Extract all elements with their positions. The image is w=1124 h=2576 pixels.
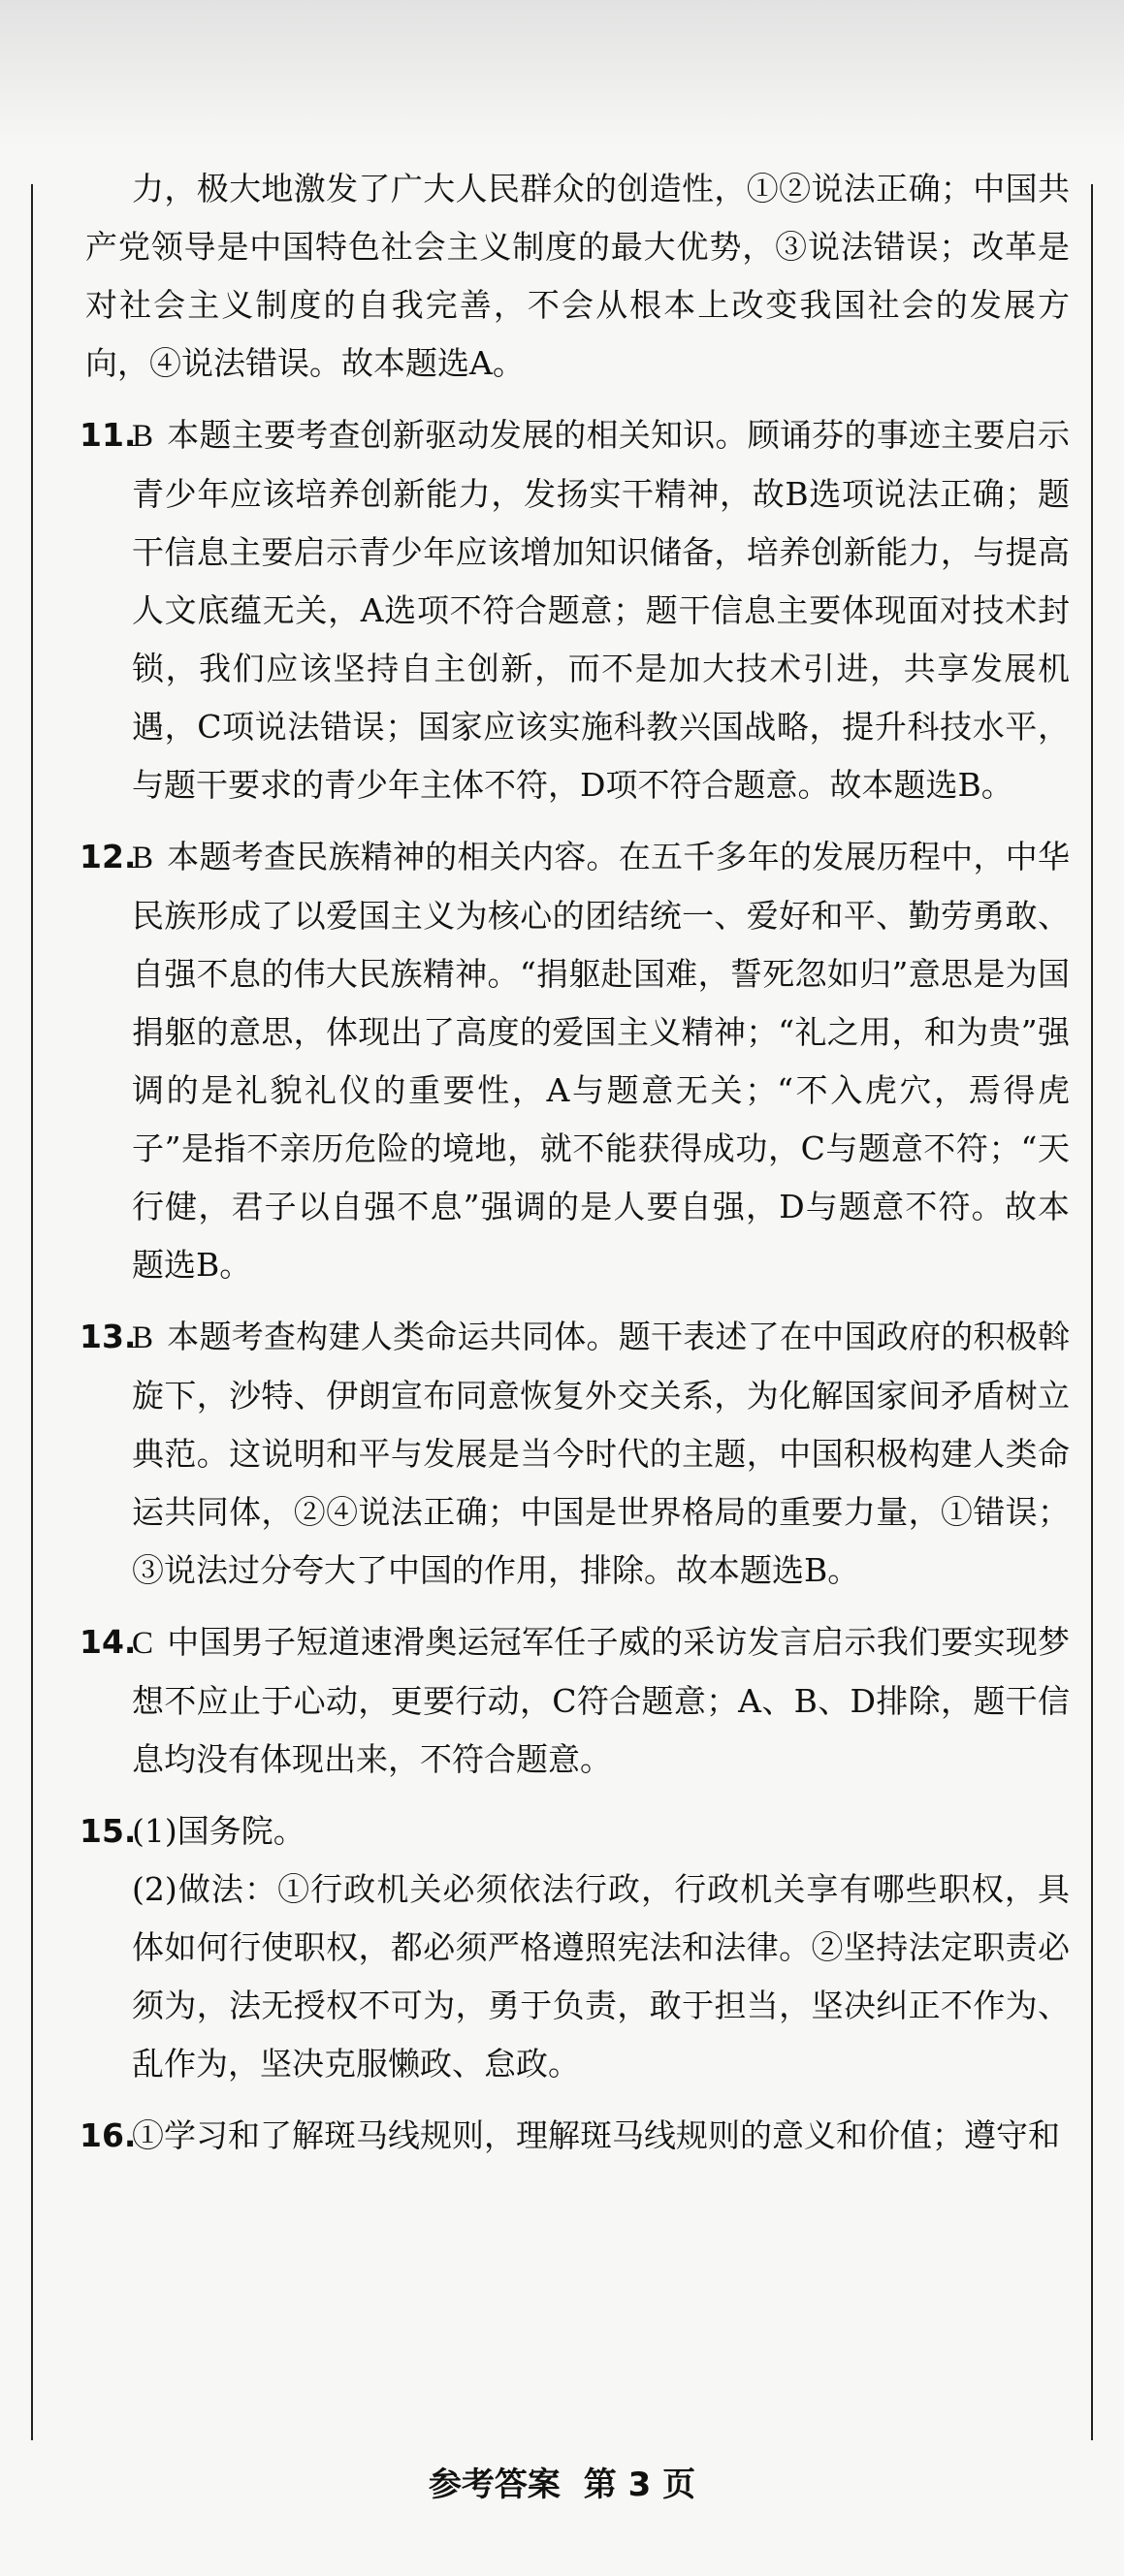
continued-answer-text: 力，极大地激发了广大人民群众的创造性，①②说法正确；中国共产党领导是中国特色社会主义制度的最大优势，③说法错误；改革是对社会主义制度的自我完善，不会从根本上改变我国社会的发展方向，④说法错误。故本题选A。	[85, 170, 1070, 382]
answer-content	[80, 160, 1070, 2178]
answer-item-15	[80, 1802, 1070, 2093]
answer-item-12	[80, 828, 1070, 1294]
question-number: 15.	[80, 1812, 137, 1850]
answer-part-1: (1)国务院。	[132, 1812, 305, 1850]
answer-item-14	[80, 1613, 1070, 1789]
left-margin-rule	[31, 184, 33, 2440]
question-number: 11.	[80, 416, 137, 454]
answer-explanation: 中国男子短道速滑奥运冠军任子威的采访发言启示我们要实现梦想不应止于心动，更要行动，C符合题意；A、B、D排除，题干信息均没有体现出来，不符合题意。	[132, 1623, 1070, 1778]
question-number: 12.	[80, 838, 137, 875]
page-footer	[0, 2458, 1124, 2505]
answer-letter: B	[132, 419, 154, 454]
answer-explanation: 本题考查民族精神的相关内容。在五千多年的发展历程中，中华民族形成了以爱国主义为核心的团结统一、爱好和平、勤劳勇敢、自强不息的伟大民族精神。“捐躯赴国难，誓死忽如归”意思是为国捐躯的意思，体现出了高度的爱国主义精神；“礼之用，和为贵”强调的是礼貌礼仪的重要性，A与题意无关；“不入虎穴，焉得虎子”是指不亲历危险的境地，就不能获得成功，C与题意不符；“天行健，君子以自强不息”强调的是人要自强，D与题意不符。故本题选B。	[132, 838, 1070, 1284]
question-number: 16.	[80, 2116, 137, 2154]
answer-letter: B	[132, 841, 154, 875]
answer-explanation: 本题考查构建人类命运共同体。题干表述了在中国政府的积极斡旋下，沙特、伊朗宣布同意恢复外交关系，为化解国家间矛盾树立典范。这说明和平与发展是当今时代的主题，中国积极构建人类命运共同体，②④说法正确；中国是世界格局的重要力量，①错误；③说法过分夸大了中国的作用，排除。故本题选B。	[132, 1318, 1070, 1589]
right-margin-rule	[1091, 184, 1093, 2440]
answer-letter: C	[132, 1626, 154, 1661]
question-number: 13.	[80, 1318, 137, 1355]
answer-explanation: 本题主要考查创新驱动发展的相关知识。顾诵芬的事迹主要启示青少年应该培养创新能力，发扬实干精神，故B选项说法正确；题干信息主要启示青少年应该增加知识储备，培养创新能力，与提高人文底蕴无关，A选项不符合题意；题干信息主要体现面对技术封锁，我们应该坚持自主创新，而不是加大技术引进，共享发展机遇，C项说法错误；国家应该实施科教兴国战略，提升科技水平，与题干要求的青少年主体不符，D项不符合题意。故本题选B。	[132, 416, 1070, 804]
answer-part-2: (2)做法：①行政机关必须依法行政，行政机关享有哪些职权，具体如何行使职权，都必须严格遵照宪法和法律。②坚持法定职责必须为，法无授权不可为，勇于负责，敢于担当，坚决纠正不作为、乱作为，坚决克服懒政、怠政。	[132, 1870, 1070, 2083]
answer-letter: B	[132, 1320, 154, 1355]
answer-explanation: ①学习和了解斑马线规则，理解斑马线规则的意义和价值；遵守和	[132, 2116, 1060, 2154]
answer-item-13	[80, 1308, 1070, 1600]
footer-label: 参考答案	[428, 2465, 561, 2504]
answer-item-11	[80, 406, 1070, 814]
page-number: 第 3 页	[583, 2465, 696, 2504]
answer-item-16	[80, 2107, 1070, 2165]
question-number: 14.	[80, 1623, 137, 1661]
